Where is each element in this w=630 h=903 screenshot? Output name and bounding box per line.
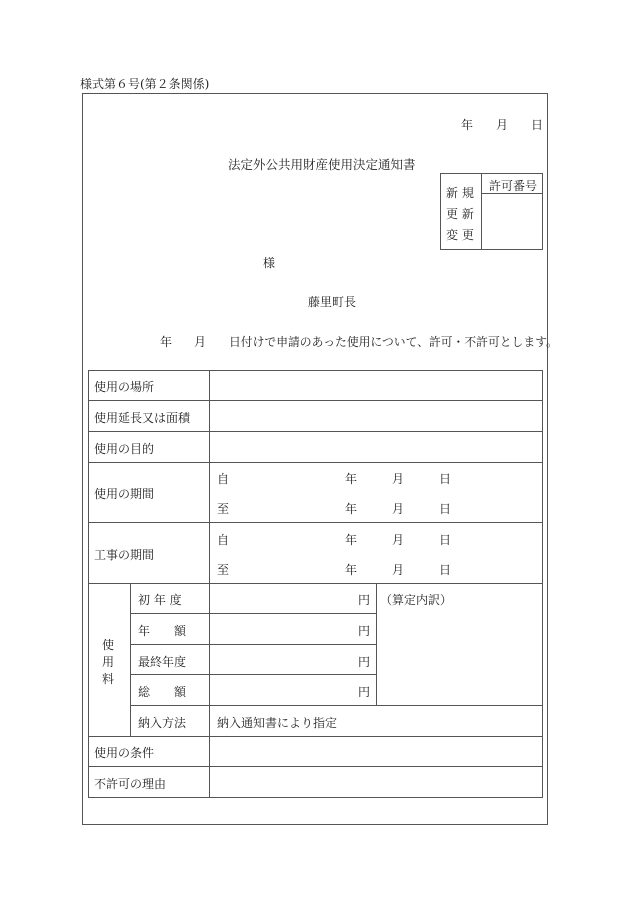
- fee-final-year-label: 最終年度: [138, 655, 187, 669]
- work-period-from-month: 月: [392, 533, 405, 547]
- permit-change-label: 変 更: [446, 228, 474, 242]
- place-label: 使用の場所: [94, 380, 155, 394]
- conditions-label: 使用の条件: [94, 746, 155, 760]
- work-period-to-day: 日: [439, 563, 452, 577]
- use-period-from-year: 年: [345, 472, 358, 486]
- use-period-to: 至: [217, 502, 230, 516]
- statement-text: 日付けで申請のあった使用について、許可・不許可とします。: [229, 335, 558, 349]
- permit-renew-label: 更 新: [446, 207, 474, 221]
- use-period-to-year: 年: [345, 502, 358, 516]
- fee-first-year-label: 初 年 度: [138, 593, 182, 607]
- purpose-label: 使用の目的: [94, 442, 155, 456]
- fee-group-label-2: 用: [102, 655, 115, 669]
- recipient-honorific: 様: [263, 256, 276, 270]
- fee-final-year-yen: 円: [358, 655, 371, 669]
- date-year-label: 年: [461, 118, 474, 132]
- fee-first-year-yen: 円: [358, 593, 371, 607]
- work-period-from-year: 年: [345, 533, 358, 547]
- use-period-to-month: 月: [392, 502, 405, 516]
- work-period-from: 自: [217, 533, 230, 547]
- permit-number-label: 許可番号: [489, 179, 538, 193]
- work-period-from-day: 日: [439, 533, 452, 547]
- extent-label: 使用延長又は面積: [94, 411, 191, 425]
- payment-method-value: 納入通知書により指定: [217, 716, 338, 730]
- date-month-label: 月: [496, 118, 509, 132]
- use-period-from-day: 日: [439, 472, 452, 486]
- work-period-to: 至: [217, 563, 230, 577]
- work-period-to-month: 月: [392, 563, 405, 577]
- document-title: 法定外公共用財産使用決定通知書: [228, 157, 416, 172]
- use-period-to-day: 日: [439, 502, 452, 516]
- fee-group-label-1: 使: [102, 638, 115, 652]
- fee-group-label-3: 料: [102, 672, 115, 686]
- issuer-name: 藤里町長: [308, 295, 357, 309]
- statement-year: 年: [160, 335, 173, 349]
- refusal-reason-label: 不許可の理由: [94, 777, 167, 791]
- statement-month: 月: [194, 335, 207, 349]
- fee-total-label: 総 額: [138, 685, 187, 699]
- fee-breakdown-label: （算定内訳）: [380, 593, 453, 607]
- fee-total-yen: 円: [358, 685, 371, 699]
- date-day-label: 日: [531, 118, 544, 132]
- use-period-from: 自: [217, 472, 230, 486]
- form-number: 様式第６号(第２条関係): [80, 77, 210, 91]
- payment-method-label: 納入方法: [138, 716, 187, 730]
- fee-annual-label: 年 額: [138, 624, 187, 638]
- work-period-to-year: 年: [345, 563, 358, 577]
- work-period-label: 工事の期間: [94, 548, 155, 562]
- use-period-from-month: 月: [392, 472, 405, 486]
- fee-annual-yen: 円: [358, 624, 371, 638]
- use-period-label: 使用の期間: [94, 487, 155, 501]
- permit-new-label: 新 規: [446, 186, 474, 200]
